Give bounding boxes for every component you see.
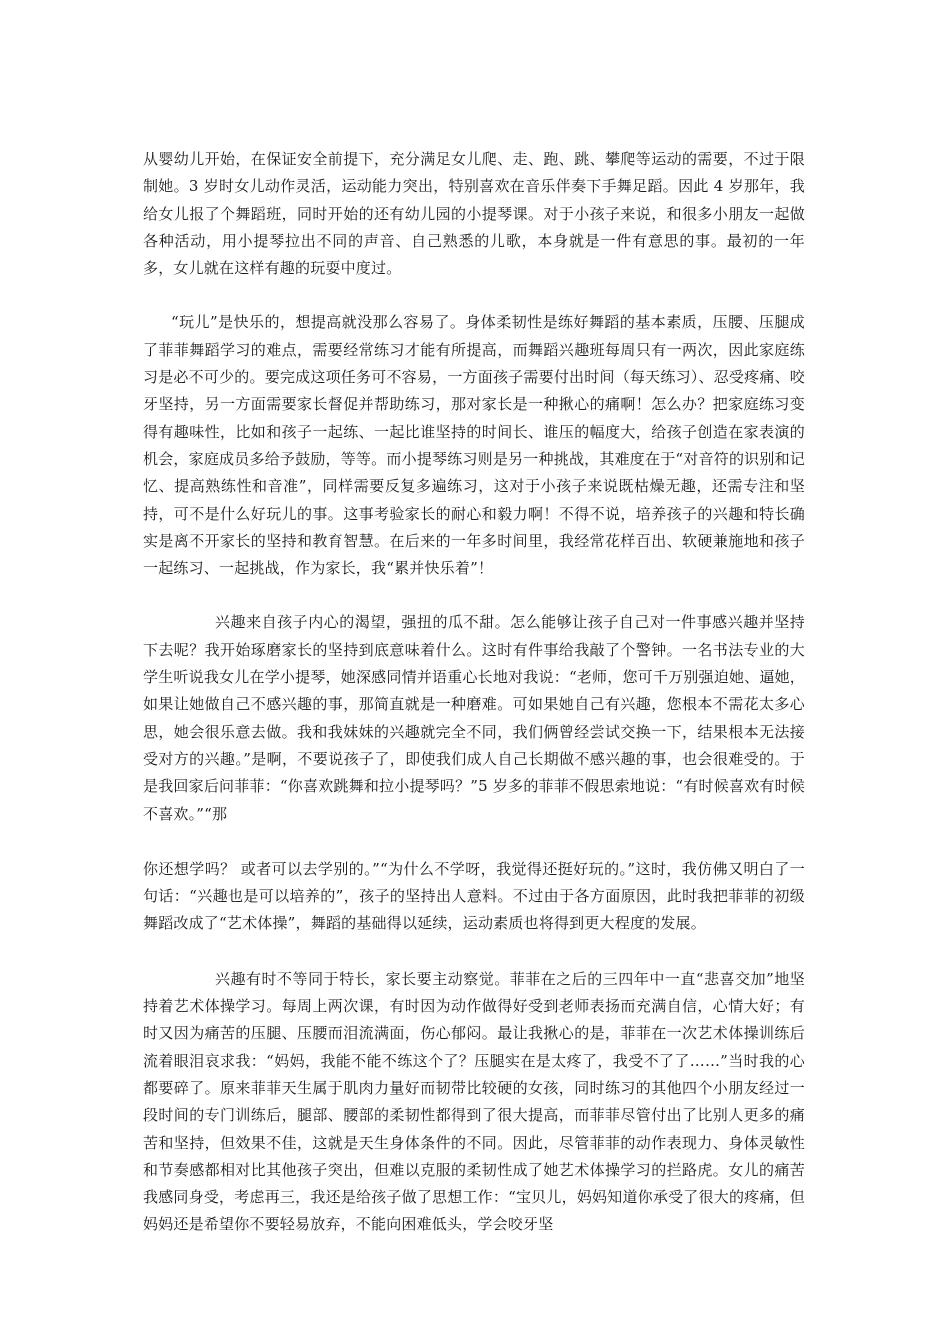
paragraph-play-is-fun: “玩儿”是快乐的，想提高就没那么容易了。身体柔韧性是练好舞蹈的基本素质，压腰、压腿成了菲菲舞蹈学习的难点，需要经常练习才能有所提高，而舞蹈兴趣班每周只有一两次，因此家庭练习是必不可少的。要完成这项任务可不容易，一方面孩子需要付出时间（每天练习）、忍受疼痛、咬牙坚持，另一方面需要家长督促并帮助练习，那对家长是一种揪心的痛啊！怎么办？把家庭练习变得有趣味性，比如和孩子一起练、一起比谁坚持的时间长、谁压的幅度大，给孩子创造在家表演的机会，家庭成员多给予鼓励，等等。而小提琴练习则是另一种挑战，其难度在于“对音符的识别和记忆、提高熟练性和音准”，同样需要反复多遍练习，这对于小孩子来说既枯燥无趣，还需专注和坚持，可不是什么好玩儿的事。这事考验家长的耐心和毅力啊！不得不说，培养孩子的兴趣和特长确实是离不开家长的坚持和教育智慧。在后来的一年多时间里，我经常花样百出、软硬兼施地和孩子一起练习、一起挑战，作为家长，我“累并快乐着”！	[143, 313, 805, 578]
paragraph-interest-from-within: 兴趣来自孩子内心的渴望，强扭的瓜不甜。怎么能够让孩子自己对一件事感兴趣并坚持下去呢？我开始琢磨家长的坚持到底意味着什么。这时有件事给我敲了个警钟。一名书法专业的大学生听说我女儿在学小提琴，她深感同情并语重心长地对我说：“老师，您可千万别强迫她、逼她，如果让她做自己不感兴趣的事，那简直就是一种磨难。可如果她自己有兴趣，您根本不需花太多心思，她会很乐意去做。我和我妹妹的兴趣就完全不同，我们俩曾经尝试交换一下，结果根本无法接受对方的兴趣。”是啊，不要说孩子了，即使我们成人自己长期做不感兴趣的事，也会很难受的。于是我回家后问菲菲：“你喜欢跳舞和拉小提琴吗？”5 岁多的菲菲不假思索地说：“有时候喜欢有时候不喜欢。”“那	[143, 613, 805, 823]
paragraph-early-childhood: 从婴幼儿开始，在保证安全前提下，充分满足女儿爬、走、跑、跳、攀爬等运动的需要，不过于限制她。3 岁时女儿动作灵活，运动能力突出，特别喜欢在音乐伴奏下手舞足蹈。因此 4 岁那年，我给女儿报了个舞蹈班，同时开始的还有幼儿园的小提琴课。对于小孩子来说，和很多小朋友一起做各种活动，用小提琴拉出不同的声音、自己熟悉的儿歌，本身就是一件有意思的事。最初的一年多，女儿就在这样有趣的玩耍中度过。	[143, 150, 805, 278]
paragraph-interest-vs-talent: 兴趣有时不等同于特长，家长要主动察觉。菲菲在之后的三四年中一直“悲喜交加”地坚持着艺术体操学习。每周上两次课，有时因为动作做得好受到老师表扬而充满自信，心情大好；有时又因为痛苦的压腿、压腰而泪流满面，伤心郁闷。最让我揪心的是，菲菲在一次艺术体操训练后流着眼泪哀求我：“妈妈，我能不能不练这个了？压腿实在是太疼了，我受不了了……”当时我的心都要碎了。原来菲菲天生属于肌肉力量好而韧带比较硬的女孩，同时练习的其他四个小朋友经过一段时间的专门训练后，腿部、腰部的柔韧性都得到了很大提高，而菲菲尽管付出了比别人更多的痛苦和坚持，但效果不佳，这就是天生身体条件的不同。因此，尽管菲菲的动作表现力、身体灵敏性和节奏感都相对比其他孩子突出，但难以克服的柔韧性成了她艺术体操学习的拦路虎。女儿的痛苦我感同身受，考虑再三，我还是给孩子做了思想工作：“宝贝儿，妈妈知道你承受了很大的疼痛，但妈妈还是希望你不要轻易放弃，不能向困难低头，学会咬牙坚	[143, 969, 805, 1234]
document-page	[143, 146, 805, 1239]
paragraph-continue-learning: 你还想学吗？ 或者可以去学别的。”“为什么不学呀，我觉得还挺好玩的。”这时，我仿佛又明白了一句话：“兴趣也是可以培养的”，孩子的坚持出人意料。不过由于各方面原因，此时我把菲菲的初级舞蹈改成了“艺术体操”，舞蹈的基础得以延续，运动素质也将得到更大程度的发展。	[143, 859, 805, 933]
